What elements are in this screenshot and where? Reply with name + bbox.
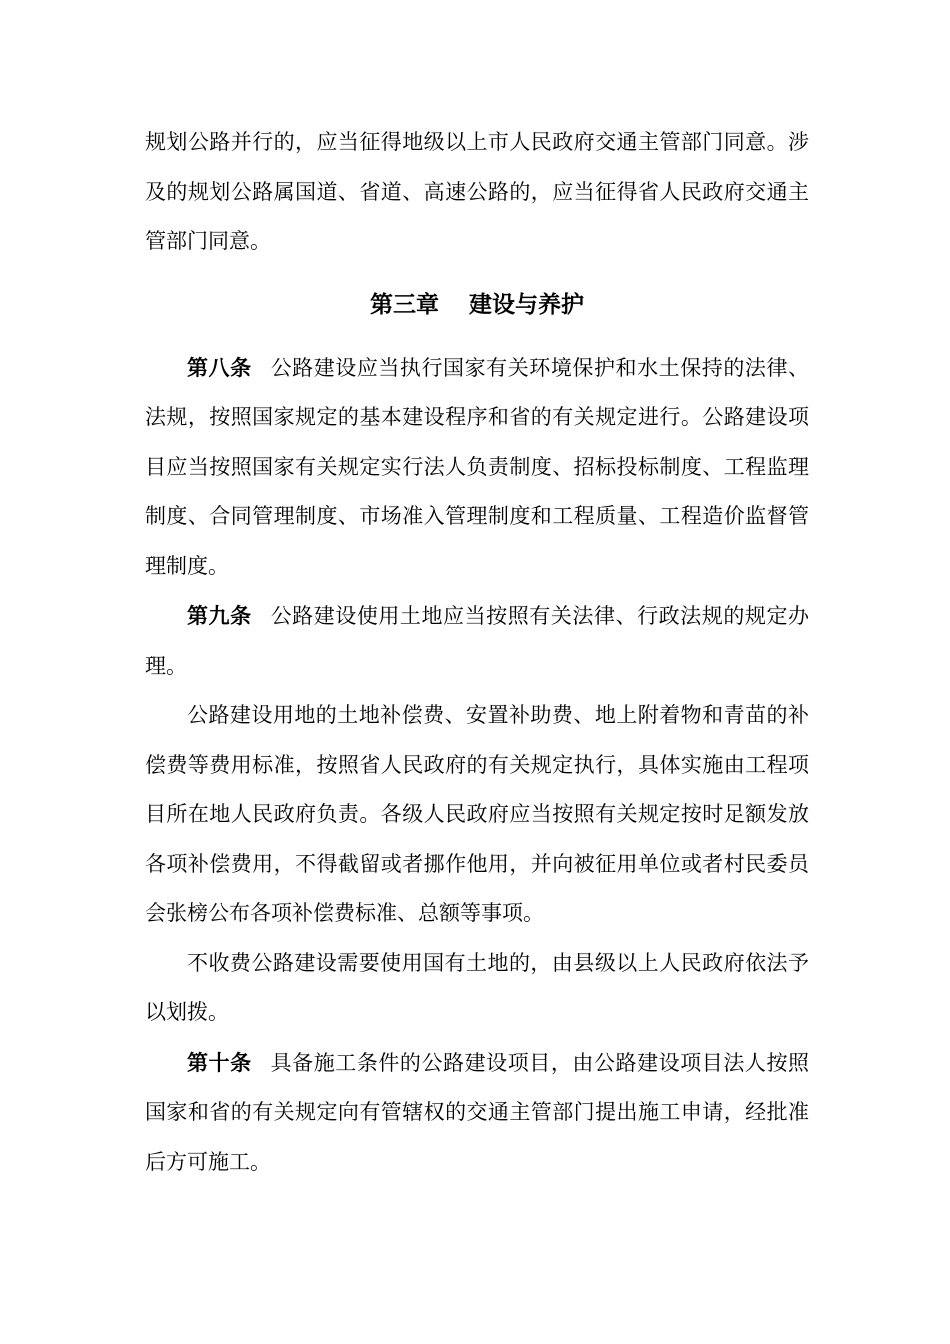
article-9 [145, 591, 809, 691]
chapter-number: 第三章 [370, 291, 440, 318]
chapter-heading [145, 281, 809, 329]
article-9-paragraph-3: 不收费公路建设需要使用国有土地的，由县级以上人民政府依法予以划拨。 [145, 950, 809, 1024]
article-8-label: 第八条 [187, 354, 252, 380]
article-9-paragraph-2: 公路建设用地的土地补偿费、安置补助费、地上附着物和青苗的补偿费等费用标准，按照省人民政府的有关规定执行，具体实施由工程项目所在地人民政府负责。各级人民政府应当按照有关规定按时足额发放各项补偿费用，不得截留或者挪作他用，并向被征用单位或者村民委员会张榜公布各项补偿费标准、总额等事项。 [145, 703, 809, 925]
article-9-text: 公路建设使用土地应当按照有关法律、行政法规的规定办理。 [145, 604, 810, 678]
chapter-title: 建设与养护 [468, 291, 584, 318]
article-10 [145, 1038, 809, 1188]
article-8 [145, 343, 809, 592]
article-9-label: 第九条 [187, 603, 252, 628]
article-8-text: 公路建设应当执行国家有关环境保护和水土保持的法律、法规，按照国家规定的基本建设程序和省的有关规定进行。公路建设项目应当按照国家有关规定实行法人负责制度、招标投标制度、工程监理制度、合同管理制度、市场准入管理制度和工程质量、工程造价监督管理制度。 [145, 355, 810, 578]
article-10-text: 具备施工条件的公路建设项目，由公路建设项目法人按照国家和省的有关规定向有管辖权的交通主管部门提出施工申请，经批准后方可施工。 [145, 1050, 810, 1174]
document-body [145, 118, 809, 1187]
article-10-label: 第十条 [187, 1049, 252, 1075]
continuation-paragraph: 规划公路并行的，应当征得地级以上市人民政府交通主管部门同意。涉及的规划公路属国道、省道、高速公路的，应当征得省人民政府交通主管部门同意。 [145, 130, 809, 253]
